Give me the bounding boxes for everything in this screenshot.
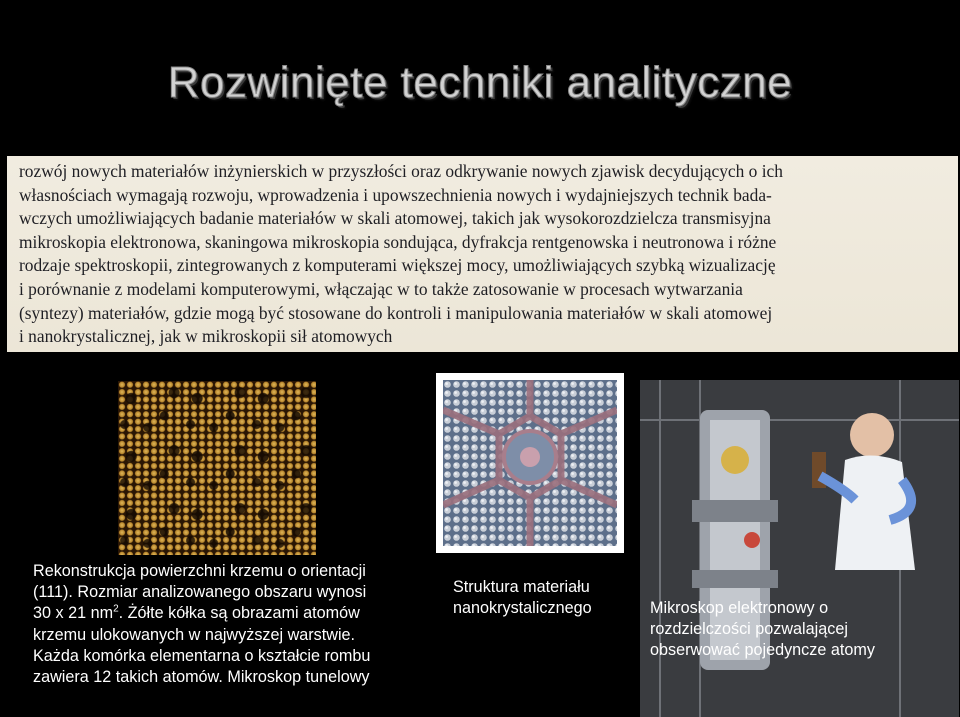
nanocrystalline-structure-image [436, 373, 624, 553]
caption-line: krzemu ulokowanych w najwyższej warstwie. [33, 625, 356, 644]
caption-nanocrystalline [453, 577, 643, 619]
caption-line: rozdzielczości pozwalającej [650, 620, 848, 639]
caption-silicon-surface [33, 561, 433, 688]
caption-line: Struktura materiału [453, 578, 590, 596]
nanostructure-illustration [443, 380, 617, 546]
electron-microscope-photo [640, 380, 959, 717]
silicon-surface-image [118, 381, 316, 555]
caption-line: zawiera 12 takich atomów. Mikroskop tunelowy [33, 668, 370, 687]
caption-line: obserwować pojedyncze atomy [650, 641, 875, 660]
caption-line: (111). Rozmiar analizowanego obszaru wynosi [33, 583, 367, 602]
caption-text: . Żółte kółka są obrazami atomów [118, 604, 360, 623]
caption-line: Rekonstrukcja powierzchni krzemu o orientacji [33, 562, 366, 580]
scan-line: rozwój nowych materiałów inżynierskich w przyszłości oraz odkrywanie nowych zjawisk decydujących o ich [19, 161, 783, 181]
superscript: 2 [113, 604, 119, 616]
scan-line: wczych umożliwiających badanie materiałów w skali atomowej, takich jak wysokorozdzielcza transmisyjna [19, 208, 771, 229]
slide-title: Rozwinięte techniki analityczne [167, 58, 793, 107]
scan-line: i porównanie z modelami komputerowymi, włączając w to także zatosowanie w procesach wytwarzania [19, 278, 743, 299]
caption-line: nanokrystalicznego [453, 599, 592, 618]
microscope-photo-illustration [640, 380, 959, 717]
caption-line: Każda komórka elementarna o kształcie rombu [33, 646, 371, 665]
caption-electron-microscope [650, 598, 955, 662]
caption-text: 30 x 21 nm [33, 604, 114, 623]
scan-line: własnościach wymagają rozwoju, wprowadzenia i upowszechnienia nowych i wydajniejszych technik bada- [19, 184, 772, 205]
scanned-text-excerpt [7, 156, 958, 352]
scan-line: (syntezy) materiałów, gdzie mogą być stosowane do kontroli i manipulowania materiałów w skali atomowej [19, 302, 773, 323]
caption-line: Mikroskop elektronowy o [650, 599, 829, 617]
scan-line: rodzaje spektroskopii, zintegrowanych z komputerami większej mocy, umożliwiających szybką wizualizację [19, 255, 776, 276]
scan-line: mikroskopia elektronowa, skaningowa mikroskopia sondująca, dyfrakcja rentgenowska i neutronowa i różne [19, 231, 777, 252]
caption-line [33, 603, 433, 624]
scan-line: i nanokrystalicznej, jak w mikroskopii sił atomowych [19, 326, 393, 347]
